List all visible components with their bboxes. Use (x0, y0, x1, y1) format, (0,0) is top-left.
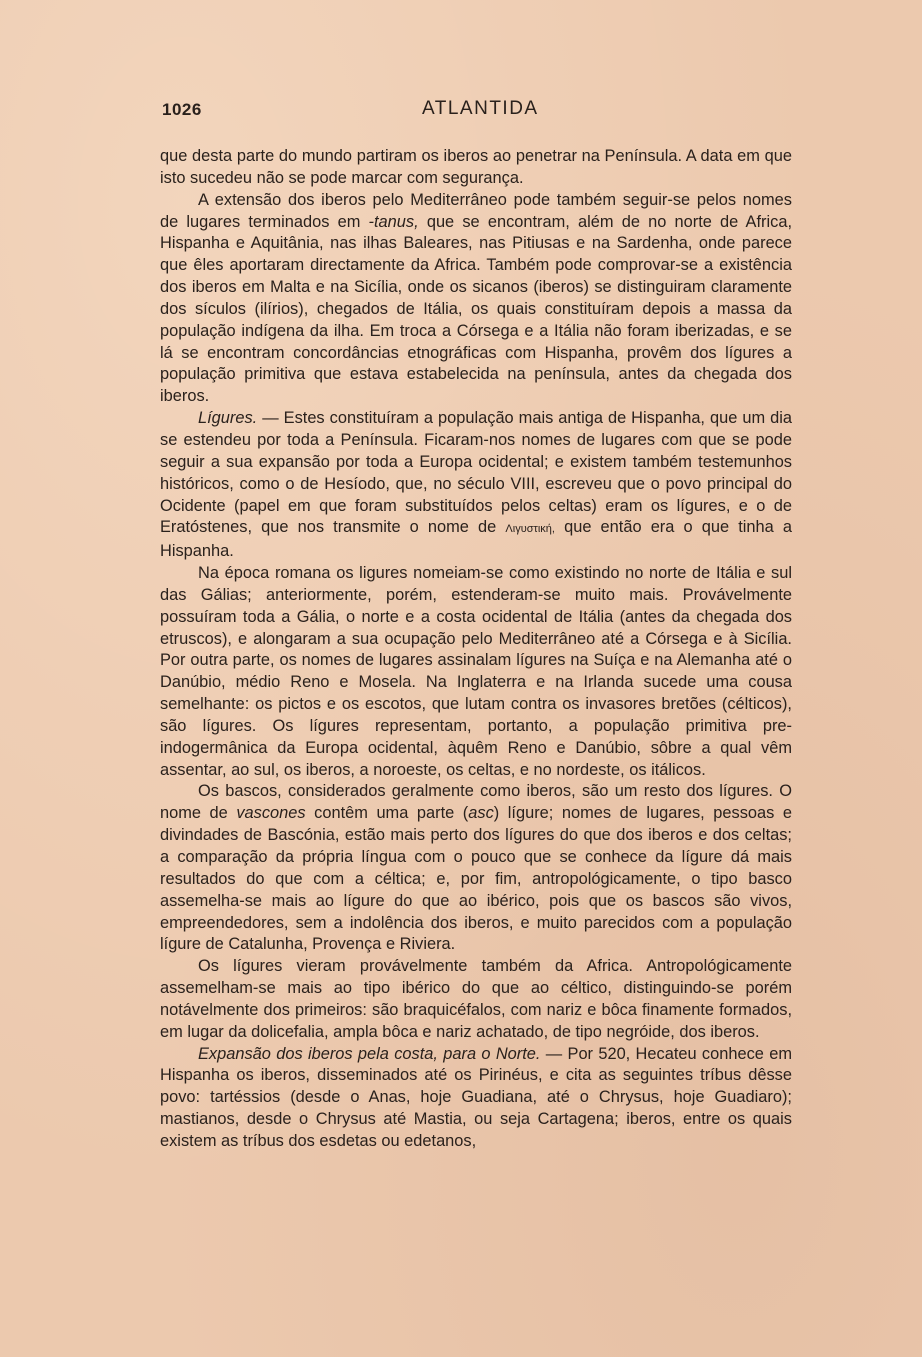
paragraph-expansao: Expansão dos iberos pela costa, para o Norte. — Por 520, Hecateu conhece em Hispanha os iberos, disseminados até os Pirinéus, e cita as seguintes tríbus dêsse povo: tartéssios (desde o Anas, hoje Guadiana, até o Chrysus, hoje Guadiaro); mastianos, desde o Chrysus até Mastia, ou seja Cartagena; iberos, entre os quais existem as tríbus dos esdetas ou edetanos, (160, 1044, 792, 1150)
paragraph-1: que desta parte do mundo partiram os iberos ao penetrar na Península. A data em que isto sucedeu não se pode marcar com segurança. (160, 147, 792, 187)
italic-asc: asc (468, 804, 494, 823)
page-header (162, 98, 792, 128)
italic-suffix: -tanus, (368, 212, 419, 231)
section-heading-ligures: Lígures. (198, 409, 258, 428)
page-number: 1026 (162, 100, 202, 119)
paragraph-4: Na época romana os ligures nomeiam-se como existindo no norte de Itália e sul das Gálias; anteriormente, porém, estenderam-se muito mais. Provávelmente possuíram toda a Gália, o norte e a costa ocidental de Itália (antes da chegada dos etruscos), e alongaram a sua ocupação pelo Mediterrâneo até a Córsega e à Sicília. Por outra parte, os nomes de lugares assinalam lígures na Suíça e na Alemanha até o Danúbio, médio Reno e Mosela. Na Inglaterra e na Irlanda sucede uma cousa semelhante: os pictos e os escotos, que lutam contra os invasores bretões (célticos), são lígures. Os lígures representam, portanto, a população primitiva pre-indogermânica da Europa ocidental, àquêm Reno e Danúbio, sôbre a qual vêm assentar, ao sul, os iberos, a noroeste, os celtas, e no nordeste, os itálicos. (160, 564, 792, 779)
paragraph-bascos: Os bascos, considerados geralmente como iberos, são um resto dos lígures. O nome de vascones contêm uma parte (asc) lígure; nomes de lugares, pessoas e divindades de Bascónia, estão mais perto dos lígures do que dos iberos e dos celtas; a comparação da própria língua com o pouco que se conhece da lígure dá mais resultados do que com a céltica; e, por fim, antropológicamente, o tipo basco assemelha-se mais ao lígure do que ao ibérico, pois que os bascos são vivos, empreendedores, sem a indolência dos iberos, e muito parecidos com a população lígure de Catalunha, Provença e Riviera. (160, 782, 793, 954)
paragraph-ligures: Lígures. — Estes constituíram a população mais antiga de Hispanha, que um dia se estendeu por toda a Península. Ficaram-nos nomes de lugares com que se pode seguir a sua expansão por toda a Europa ocidental; e existem também testemunhos históricos, como o de Hesíodo, que, no século VIII, escreveu que o povo principal do Ocidente (papel em que foram substituídos pelos celtas) eram os lígures, e o de Eratóstenes, que nos transmite o nome de Λιγυστική, que então era o que tinha a Hispanha. (160, 409, 792, 561)
paragraph-6: Os lígures vieram provávelmente também da Africa. Antropológicamente assemelham-se mais ao tipo ibérico do que ao céltico, distinguindo-se porém notávelmente dos primeiros: são braquicéfalos, com nariz e bôca finamente formados, em lugar da dolicefalia, ampla bôca e nariz achatado, de tipo negróide, dos iberos. (160, 957, 792, 1041)
paragraph-2: A extensão dos iberos pelo Mediterrâneo pode também seguir-se pelos nomes de lugares terminados em -tanus, que se encontram, além de no norte de Africa, Hispanha e Aquitânia, nas ilhas Baleares, nas Pitiusas e na Sardenha, onde parece que êles aportaram directamente da Africa. Também pode comprovar-se a existência dos iberos em Malta e na Sicília, onde os sicanos (iberos) se distinguiram claramente dos sículos (ilírios), chegados de Itália, os quais constituíram depois a massa da população indígena da ilha. Em troca a Córsega e a Itália não foram iberizadas, e se lá se encontram concordâncias etnográficas com Hispanha, provêm dos lígures a população primitiva que estava estabelecida na península, antes da chegada dos iberos. (160, 190, 792, 406)
running-head: ATLANTIDA (422, 98, 539, 119)
greek-term: Λιγυστική, (505, 523, 555, 536)
body-text (160, 146, 792, 1153)
section-heading-expansao: Expansão dos iberos pela costa, para o Norte. (198, 1044, 541, 1063)
italic-vascones: vascones (236, 804, 306, 823)
